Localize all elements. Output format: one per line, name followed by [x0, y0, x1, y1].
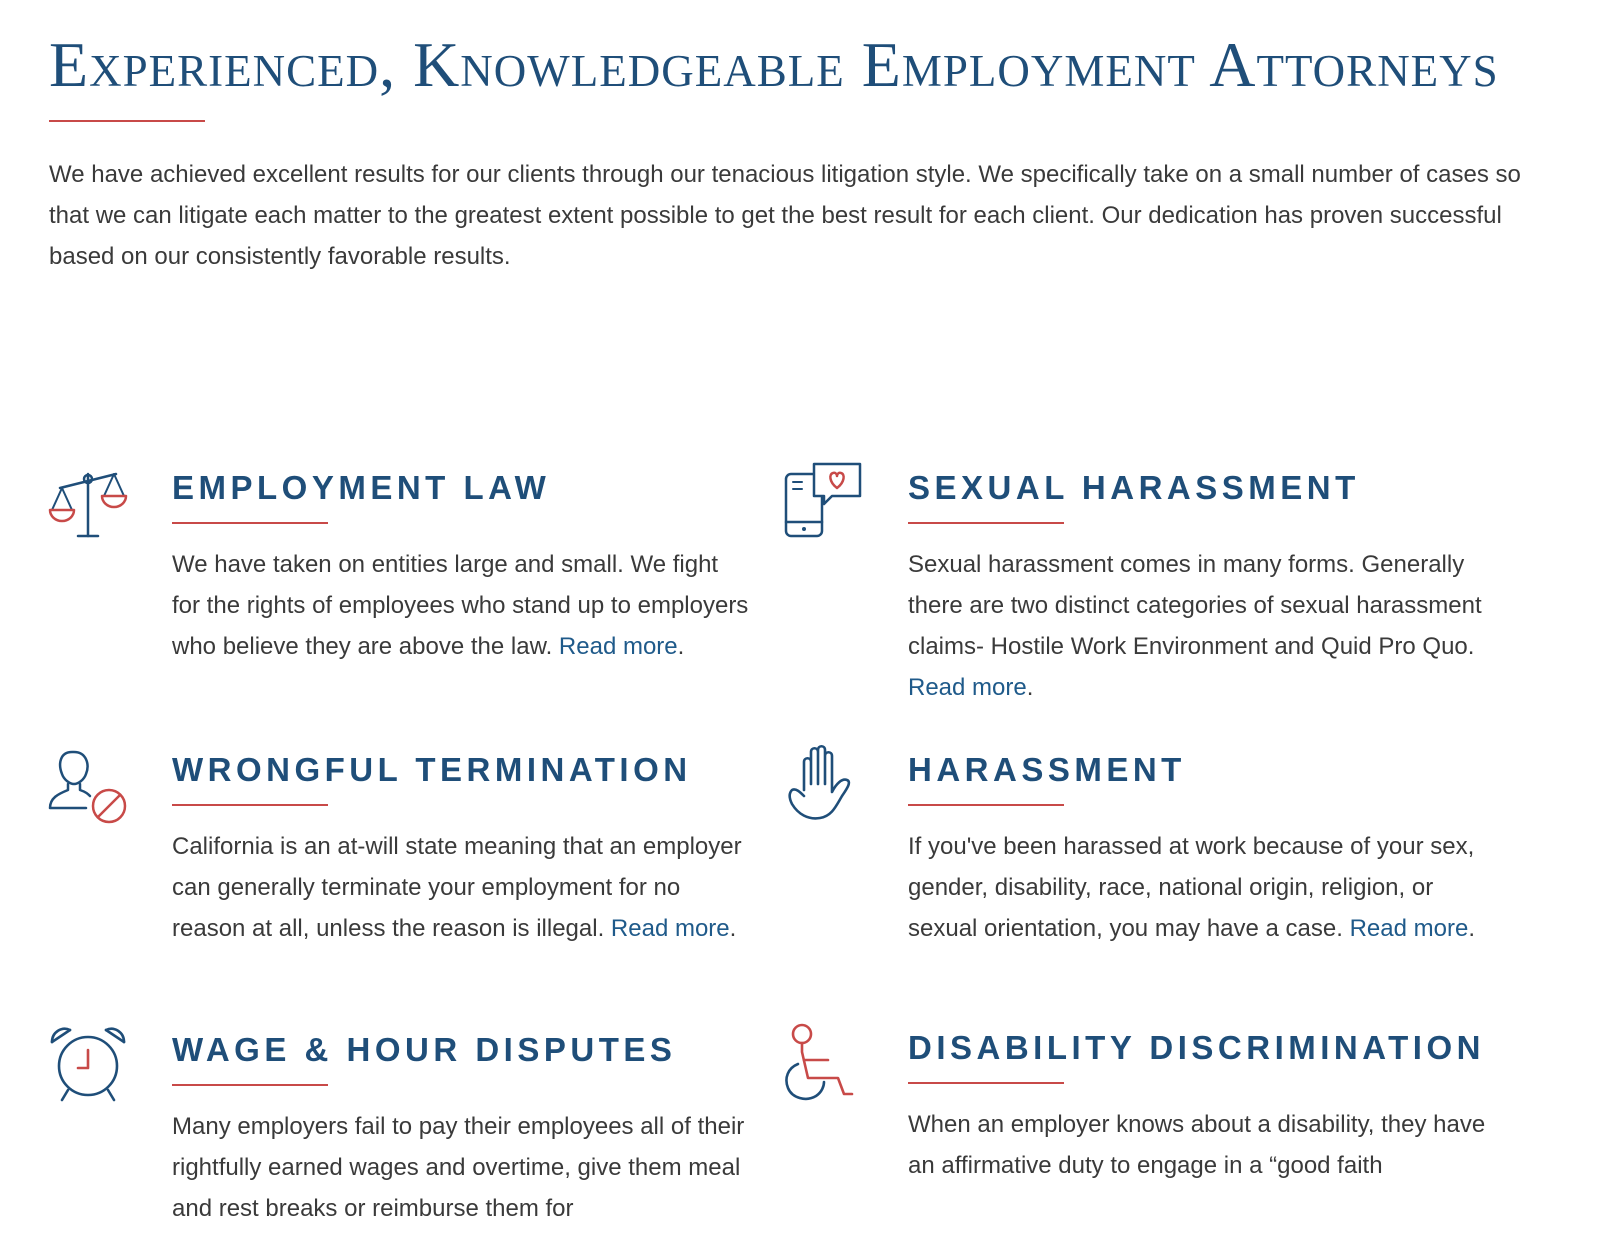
service-description — [908, 1104, 1488, 1186]
page-title: Experienced, Knowledgeable Employment Attorneys — [49, 29, 1499, 100]
title-divider — [172, 804, 328, 806]
service-text: When an employer knows about a disability, they have an affirmative duty to engage in a “good faith — [908, 1111, 1486, 1179]
service-title: WRONGFUL TERMINATION — [172, 751, 692, 788]
service-description: Sexual harassment comes in many forms. Generally there are two distinct categories of sexual harassment claims- Hostile Work Environment and Quid Pro Quo. Read more. — [908, 551, 1482, 701]
person-prohibited-icon — [48, 744, 130, 826]
service-content — [172, 1024, 752, 1253]
intro-paragraph: We have achieved excellent results for our clients through our tenacious litigation style. We specifically take on a small number of cases so that we can litigate each matter to the greatest extent possible to get the best result for each client. Our dedication has proven successful based on our consistently favorable results. — [49, 161, 1521, 270]
read-more-link[interactable]: Read more — [558, 633, 678, 660]
title-divider — [172, 1084, 328, 1086]
service-content — [908, 1022, 1488, 1210]
service-description: If you've been harassed at work because of your sex, gender, disability, race, national origin, religion, or sexual orientation, you may have a case. Read more. — [908, 833, 1475, 942]
alarm-clock-icon — [48, 1024, 130, 1106]
service-content — [172, 462, 752, 691]
service-title: WAGE & HOUR DISPUTES — [172, 1031, 677, 1068]
service-title: HARASSMENT — [908, 751, 1186, 788]
service-text: Many employers fail to pay their employees all of their rightfully earned wages and overtime, give them meal and rest breaks or reimburse them for — [172, 1113, 745, 1222]
service-description: California is an at-will state meaning that an employer can generally terminate your employment for no reason at all, unless the reason is illegal. Read more. — [172, 833, 742, 942]
service-text: If you've been harassed at work because of your sex, gender, disability, race, national origin, religion, or sexual orientation, you may have a case. — [908, 833, 1475, 942]
service-title: SEXUAL HARASSMENT — [908, 469, 1360, 506]
service-text: Sexual harassment comes in many forms. Generally there are two distinct categories of sexual harassment claims- Hostile Work Environment and Quid Pro Quo. — [908, 551, 1482, 660]
service-content — [172, 744, 752, 973]
title-divider — [908, 1082, 1064, 1084]
hand-icon — [784, 744, 866, 826]
read-more-link[interactable]: Read more — [610, 915, 730, 942]
title-divider — [49, 120, 205, 122]
service-title: DISABILITY DISCRIMINATION — [908, 1029, 1485, 1066]
hero-section — [49, 30, 1549, 301]
service-description — [172, 1106, 752, 1229]
service-text: We have taken on entities large and small. We fight for the rights of employees who stand up to employers who believe they are above the law. — [172, 551, 749, 660]
read-more-link[interactable]: Read more — [908, 674, 1027, 701]
service-content — [908, 744, 1488, 973]
service-text: California is an at-will state meaning that an employer can generally terminate your employment for no reason at all, unless the reason is illegal. — [172, 833, 742, 942]
title-divider — [908, 522, 1064, 524]
wheelchair-icon — [784, 1022, 866, 1104]
service-content — [908, 462, 1488, 732]
read-more-link[interactable]: Read more — [1349, 915, 1469, 942]
phone-heart-icon — [784, 462, 866, 544]
service-title: EMPLOYMENT LAW — [172, 469, 551, 506]
service-description: We have taken on entities large and small. We fight for the rights of employees who stand up to employers who believe they are above the law. Read more. — [172, 551, 749, 660]
scales-icon — [48, 462, 130, 544]
title-divider — [172, 522, 328, 524]
title-divider — [908, 804, 1064, 806]
